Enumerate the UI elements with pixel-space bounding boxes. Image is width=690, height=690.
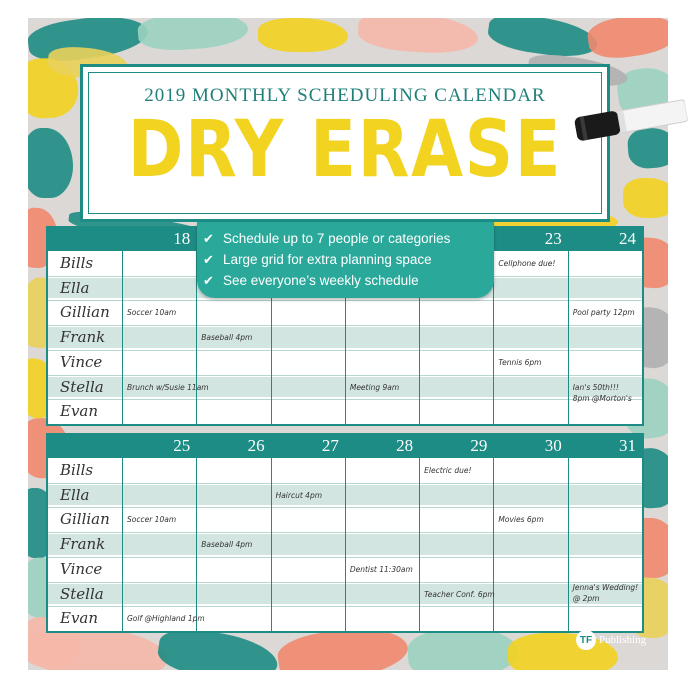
check-icon: ✔ [203, 252, 214, 267]
person-name: Gillian [60, 303, 110, 322]
day-number: 29 [470, 436, 488, 455]
feature-text: See everyone’s weekly schedule [223, 273, 419, 288]
schedule-entry: Electric due! [424, 466, 472, 475]
feature-item [203, 228, 494, 249]
schedule-entry: 8pm @Morton's [572, 393, 632, 403]
person-name: Ella [60, 278, 90, 297]
person-name: Bills [60, 254, 94, 272]
schedule-entry: Ian's 50th!!! [572, 382, 619, 392]
schedule-entry: Jenna's Wedding! [572, 583, 639, 593]
paint-stroke [357, 18, 479, 56]
day-number: 25 [173, 436, 191, 455]
tf-logo-mark: TF [576, 630, 596, 650]
column-divider [122, 458, 123, 631]
column-divider [568, 458, 569, 631]
calendar-title: DRY ERASE [127, 105, 563, 195]
schedule-entry: Tennis 6pm [498, 357, 542, 367]
person-name: Vince [60, 352, 103, 371]
day-number: 30 [544, 436, 562, 455]
person-name: Frank [60, 328, 106, 347]
column-divider [196, 458, 197, 631]
schedule-entry: Teacher Conf. 6pm [424, 589, 495, 599]
check-icon: ✔ [203, 231, 214, 246]
person-name: Stella [60, 377, 104, 396]
person-name: Bills [60, 461, 94, 479]
day-number: 31 [619, 436, 636, 455]
day-number: 24 [619, 229, 636, 248]
day-number: 28 [396, 436, 414, 455]
schedule-entry: Cellphone due! [498, 259, 556, 268]
schedule-entry: Brunch w/Susie 11am [127, 382, 209, 392]
schedule-entry: Dentist 11:30am [349, 564, 413, 574]
column-divider [568, 251, 569, 424]
schedule-entry: Haircut 4pm [275, 490, 323, 500]
person-name: Gillian [60, 510, 110, 529]
week-grid-2 [46, 433, 644, 633]
schedule-entry: Pool party 12pm [572, 308, 635, 318]
feature-item [203, 270, 494, 291]
publisher-logo [576, 628, 646, 652]
paint-stroke [623, 178, 668, 218]
schedule-entry: Soccer 10am [127, 515, 177, 525]
publisher-name: Publishing [599, 634, 647, 646]
feature-list [197, 222, 494, 291]
column-divider [419, 458, 420, 631]
feature-banner [197, 222, 494, 298]
title-card [80, 64, 610, 222]
calendar-subtitle: 2019 MONTHLY SCHEDULING CALENDAR [144, 85, 546, 106]
schedule-entry: Soccer 10am [127, 308, 177, 318]
column-divider [493, 458, 494, 631]
schedule-entry: Golf @Highland 1pm [127, 614, 205, 624]
feature-text: Large grid for extra planning space [223, 252, 432, 267]
person-name: Vince [60, 559, 103, 578]
day-number: 23 [544, 229, 562, 248]
column-divider [345, 458, 346, 631]
feature-item [203, 249, 494, 270]
column-divider [122, 251, 123, 424]
person-name: Frank [60, 535, 106, 554]
day-number: 18 [173, 229, 191, 248]
person-name: Stella [60, 584, 104, 603]
person-name: Evan [60, 609, 99, 628]
schedule-entry: Baseball 4pm [201, 540, 253, 550]
column-divider [271, 458, 272, 631]
paint-stroke [28, 128, 73, 198]
paint-stroke [258, 18, 348, 52]
schedule-entry: Meeting 9am [349, 382, 400, 392]
day-number: 26 [247, 436, 265, 455]
schedule-entry: Movies 6pm [498, 515, 544, 525]
day-number: 27 [321, 436, 339, 455]
check-icon: ✔ [203, 273, 214, 288]
paint-stroke [586, 18, 668, 62]
feature-text: Schedule up to 7 people or categories [223, 231, 451, 246]
schedule-entry: @ 2pm [572, 594, 600, 604]
person-name: Evan [60, 402, 99, 421]
schedule-entry: Baseball 4pm [201, 333, 253, 343]
paint-stroke [137, 18, 249, 53]
person-name: Ella [60, 485, 90, 504]
